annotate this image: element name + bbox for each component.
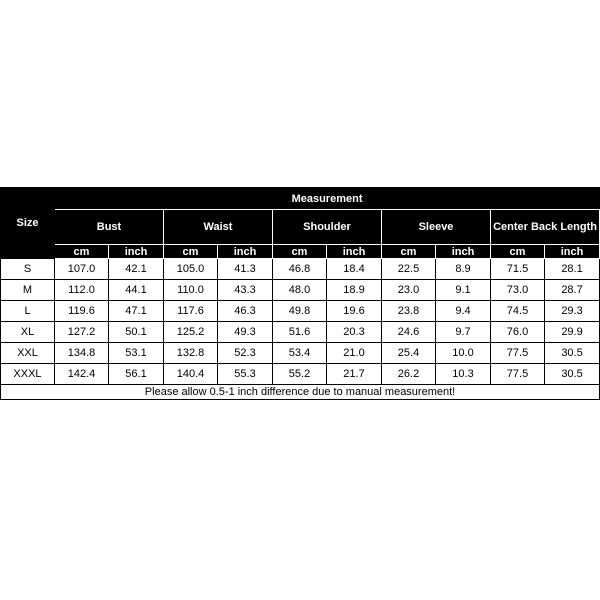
value-cell: 55.3: [218, 364, 273, 385]
unit-header-cm: cm: [164, 245, 218, 259]
value-cell: 77.5: [491, 364, 545, 385]
value-cell: 21.0: [327, 343, 382, 364]
value-cell: 18.4: [327, 259, 382, 280]
unit-header-inch: inch: [109, 245, 164, 259]
value-cell: 28.1: [545, 259, 600, 280]
table-row: [1, 280, 600, 301]
unit-header-cm: cm: [273, 245, 327, 259]
value-cell: 110.0: [164, 280, 218, 301]
value-cell: 49.8: [273, 301, 327, 322]
value-cell: 22.5: [382, 259, 436, 280]
value-cell: 18.9: [327, 280, 382, 301]
value-cell: 47.1: [109, 301, 164, 322]
value-cell: 9.7: [436, 322, 491, 343]
unit-header-cm: cm: [55, 245, 109, 259]
size-cell: L: [1, 301, 55, 322]
header-row-categories: [1, 210, 600, 245]
value-cell: 46.3: [218, 301, 273, 322]
value-cell: 74.5: [491, 301, 545, 322]
value-cell: 42.1: [109, 259, 164, 280]
value-cell: 25.4: [382, 343, 436, 364]
size-header: Size: [1, 188, 55, 259]
unit-header-inch: inch: [545, 245, 600, 259]
note-row: [1, 385, 600, 400]
value-cell: 73.0: [491, 280, 545, 301]
value-cell: 29.9: [545, 322, 600, 343]
value-cell: 49.3: [218, 322, 273, 343]
size-cell: S: [1, 259, 55, 280]
size-cell: XXL: [1, 343, 55, 364]
value-cell: 44.1: [109, 280, 164, 301]
value-cell: 119.6: [55, 301, 109, 322]
category-header-bust: Bust: [55, 210, 164, 245]
unit-header-cm: cm: [491, 245, 545, 259]
size-cell: M: [1, 280, 55, 301]
measurement-header: Measurement: [55, 188, 600, 210]
unit-header-inch: inch: [436, 245, 491, 259]
value-cell: 8.9: [436, 259, 491, 280]
value-cell: 23.8: [382, 301, 436, 322]
table-row: [1, 259, 600, 280]
value-cell: 30.5: [545, 364, 600, 385]
value-cell: 46.8: [273, 259, 327, 280]
header-row-measurement: [1, 188, 600, 210]
value-cell: 52.3: [218, 343, 273, 364]
value-cell: 127.2: [55, 322, 109, 343]
category-header-center-back-length: Center Back Length: [491, 210, 600, 245]
table-row: [1, 301, 600, 322]
value-cell: 9.1: [436, 280, 491, 301]
value-cell: 29.3: [545, 301, 600, 322]
value-cell: 10.0: [436, 343, 491, 364]
value-cell: 43.3: [218, 280, 273, 301]
value-cell: 24.6: [382, 322, 436, 343]
value-cell: 41.3: [218, 259, 273, 280]
category-header-waist: Waist: [164, 210, 273, 245]
value-cell: 56.1: [109, 364, 164, 385]
value-cell: 23.0: [382, 280, 436, 301]
table-row: [1, 343, 600, 364]
unit-header-inch: inch: [218, 245, 273, 259]
table-row: [1, 322, 600, 343]
value-cell: 142.4: [55, 364, 109, 385]
value-cell: 51.6: [273, 322, 327, 343]
value-cell: 140.4: [164, 364, 218, 385]
value-cell: 117.6: [164, 301, 218, 322]
size-cell: XXXL: [1, 364, 55, 385]
category-header-sleeve: Sleeve: [382, 210, 491, 245]
unit-header-cm: cm: [382, 245, 436, 259]
value-cell: 48.0: [273, 280, 327, 301]
size-cell: XL: [1, 322, 55, 343]
value-cell: 134.8: [55, 343, 109, 364]
value-cell: 28.7: [545, 280, 600, 301]
value-cell: 53.1: [109, 343, 164, 364]
category-header-shoulder: Shoulder: [273, 210, 382, 245]
value-cell: 19.6: [327, 301, 382, 322]
value-cell: 26.2: [382, 364, 436, 385]
header-row-units: [1, 245, 600, 259]
value-cell: 125.2: [164, 322, 218, 343]
value-cell: 10.3: [436, 364, 491, 385]
value-cell: 50.1: [109, 322, 164, 343]
value-cell: 105.0: [164, 259, 218, 280]
table-row: [1, 364, 600, 385]
value-cell: 53.4: [273, 343, 327, 364]
value-cell: 77.5: [491, 343, 545, 364]
value-cell: 71.5: [491, 259, 545, 280]
value-cell: 132.8: [164, 343, 218, 364]
value-cell: 107.0: [55, 259, 109, 280]
value-cell: 21.7: [327, 364, 382, 385]
value-cell: 30.5: [545, 343, 600, 364]
value-cell: 20.3: [327, 322, 382, 343]
value-cell: 112.0: [55, 280, 109, 301]
value-cell: 55.2: [273, 364, 327, 385]
value-cell: 9.4: [436, 301, 491, 322]
value-cell: 76.0: [491, 322, 545, 343]
measurement-note: Please allow 0.5-1 inch difference due to manual measurement!: [1, 385, 600, 400]
unit-header-inch: inch: [327, 245, 382, 259]
size-chart-table: [0, 187, 600, 400]
